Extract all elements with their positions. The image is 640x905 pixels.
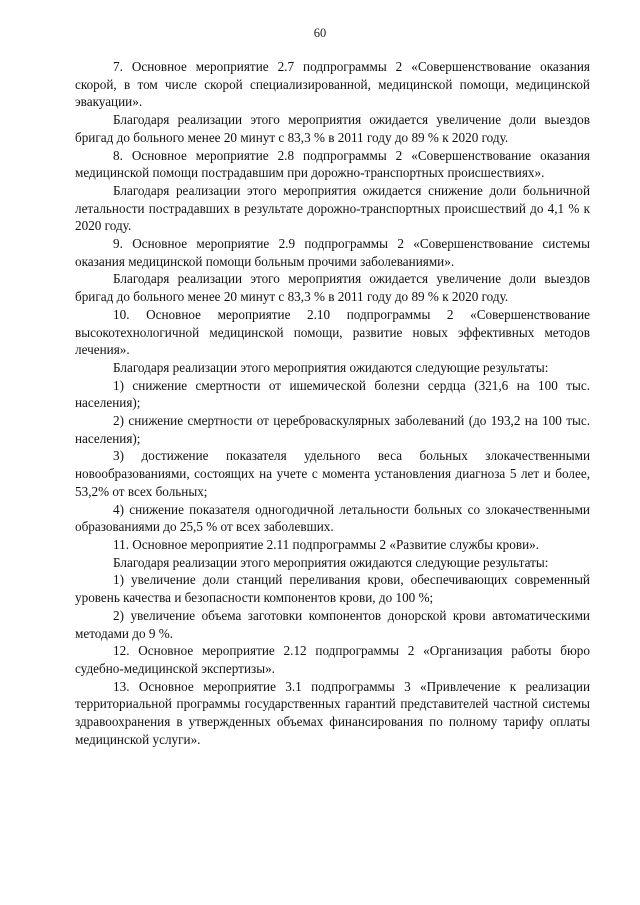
paragraph: Благодаря реализации этого мероприятия ожидается увеличение доли выездов бригад до больного менее 20 минут с 83,3 % в 2011 году до 89 % к 2020 году.: [75, 112, 590, 145]
list-item: 1) снижение смертности от ишемической болезни сердца (321,6 на 100 тыс. населения);: [75, 377, 590, 411]
list-item: 4) снижение показателя одногодичной летальности больных со злокачественными образованиями до 25,5 % от всех заболевших.: [75, 501, 590, 535]
paragraph: 7. Основное мероприятие 2.7 подпрограммы 2 «Совершенствование оказания скорой, в том числе скорой специализированной, медицинской помощи, медицинской эвакуации».: [75, 59, 590, 110]
list-item: 1) увеличение доли станций переливания крови, обеспечивающих современный уровень качества и безопасности компонентов крови, до 100 %;: [75, 572, 590, 606]
paragraph: 9. Основное мероприятие 2.9 подпрограммы 2 «Совершенствование системы оказания медицинской помощи больным прочими заболеваниями».: [75, 236, 590, 269]
paragraph: 13. Основное мероприятие 3.1 подпрограммы 3 «Привлечение к реализации территориальной программы государственных гарантий представителей частной системы здравоохранения в утвержденных объемах финансирования по полному тарифу оплаты медицинской услуги».: [75, 678, 590, 747]
list-item: 3) достижение показателя удельного веса больных злокачественными новообразованиями, состоящих на учете с момента установления диагноза 5 лет и более, 53,2% от всех больных;: [75, 448, 590, 499]
paragraph: Благодаря реализации этого мероприятия ожидаются следующие результаты:: [113, 554, 549, 570]
list-item: 2) увеличение объема заготовки компонентов донорской крови автоматическими методами до 9 %.: [75, 607, 590, 641]
paragraph: 12. Основное мероприятие 2.12 подпрограммы 2 «Организация работы бюро судебно-медицинской экспертизы».: [75, 643, 590, 676]
paragraph: 8. Основное мероприятие 2.8 подпрограммы 2 «Совершенствование оказания медицинской помощи пострадавшим при дорожно-транспортных происшествиях».: [75, 147, 590, 181]
paragraph: 11. Основное мероприятие 2.11 подпрограммы 2 «Развитие службы крови».: [113, 536, 540, 552]
page-number: 60: [313, 26, 327, 40]
paragraph: Благодаря реализации этого мероприятия ожидается снижение доли больничной летальности пострадавших в результате дорожно-транспортных происшествий до 4,1 % к 2020 году.: [75, 182, 590, 234]
document-body: [75, 58, 590, 748]
paragraph: Благодаря реализации этого мероприятия ожидается увеличение доли выездов бригад до больного менее 20 минут с 83,3 % в 2011 году до 89 % к 2020 году.: [75, 271, 590, 305]
paragraph: Благодаря реализации этого мероприятия ожидаются следующие результаты:: [113, 359, 549, 375]
paragraph: 10. Основное мероприятие 2.10 подпрограммы 2 «Совершенствование высокотехнологичной медицинской помощи, развитие новых эффективных методов лечения».: [75, 306, 590, 358]
list-item: 2) снижение смертности от цереброваскулярных заболеваний (до 193,2 на 100 тыс. населения);: [75, 413, 590, 446]
